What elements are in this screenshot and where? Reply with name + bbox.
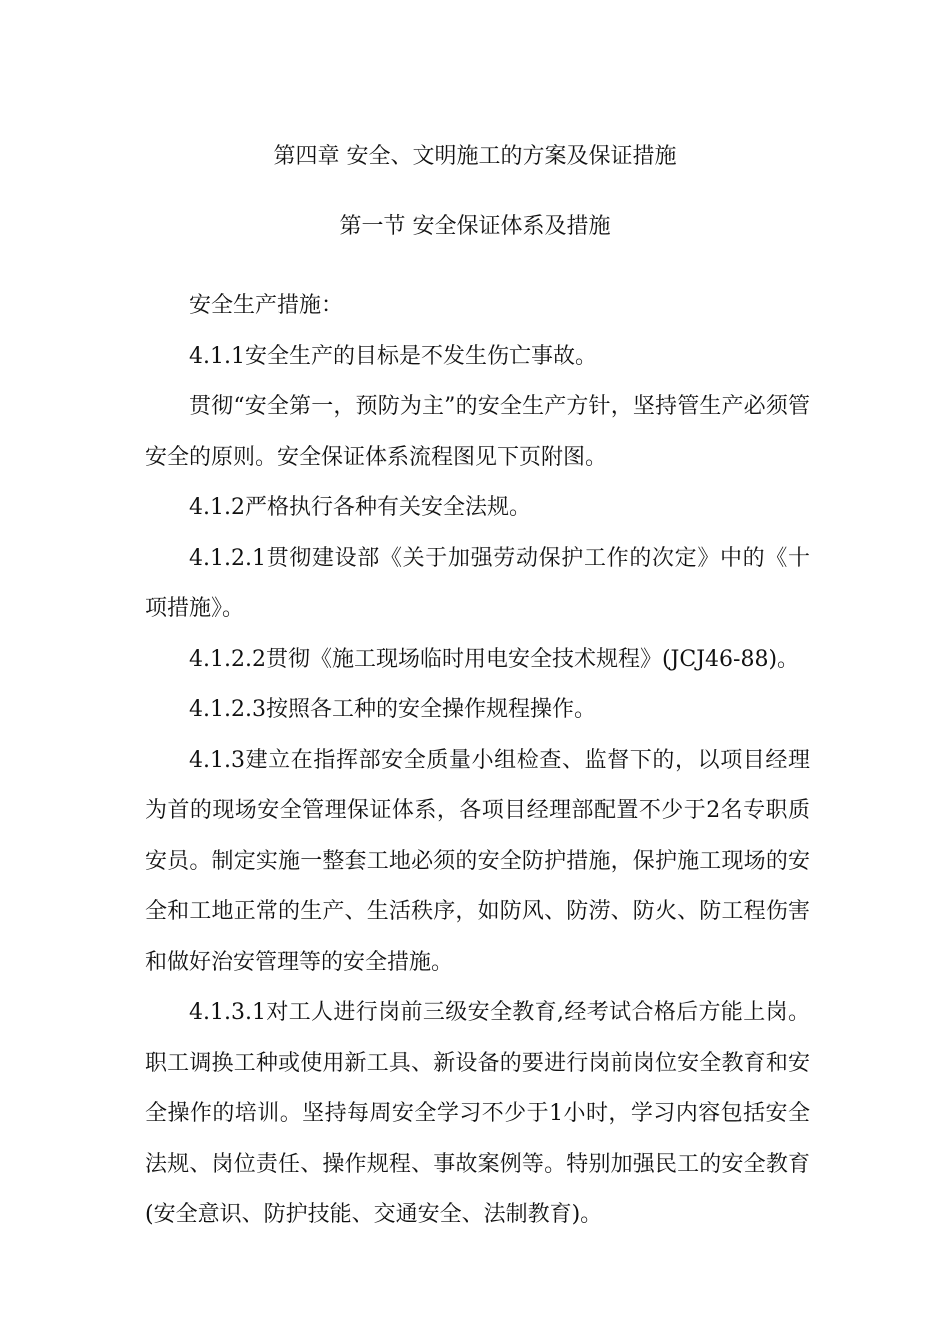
paragraph-4-1-3-1: 4.1.3.1对工人进行岗前三级安全教育,经考试合格后方能上岗。职工调换工种或使用新工具、新设备的要进行岗前岗位安全教育和安全操作的培训。坚持每周安全学习不少于1小时，学习内容包括安全法规、岗位责任、操作规程、事故案例等。特别加强民工的安全教育(安全意识、防护技能、交通安全、法制教育)。 <box>145 1000 810 1227</box>
paragraph-safety-policy: 贯彻“安全第一，预防为主”的安全生产方针，坚持管生产必须管安全的原则。安全保证体系流程图见下页附图。 <box>145 394 810 470</box>
paragraph-4-1-2-1: 4.1.2.1贯彻建设部《关于加强劳动保护工作的次定》中的《十项措施》。 <box>145 545 810 621</box>
paragraph-safety-measures-heading: 安全生产措施： <box>189 293 344 318</box>
paragraph-4-1-1: 4.1.1安全生产的目标是不发生伤亡事故。 <box>189 343 597 369</box>
paragraph-4-1-2-3: 4.1.2.3按照各工种的安全操作规程操作。 <box>189 697 596 722</box>
paragraph-4-1-2-2: 4.1.2.2贯彻《施工现场临时用电安全技术规程》(JCJ46-88)。 <box>189 646 800 672</box>
paragraph-4-1-3: 4.1.3建立在指挥部安全质量小组检查、监督下的，以项目经理为首的现场安全管理保证体系，各项目经理部配置不少于2名专职质安员。制定实施一整套工地必须的安全防护措施，保护施工现场的安全和工地正常的生产、生活秩序，如防风、防涝、防火、防工程伤害和做好治安管理等的安全措施。 <box>145 747 810 975</box>
section-title: 第一节 安全保证体系及措施 <box>339 214 611 239</box>
chapter-title: 第四章 安全、文明施工的方案及保证措施 <box>273 144 677 169</box>
document-body <box>145 281 810 1241</box>
paragraph-4-1-2: 4.1.2严格执行各种有关安全法规。 <box>189 495 531 520</box>
